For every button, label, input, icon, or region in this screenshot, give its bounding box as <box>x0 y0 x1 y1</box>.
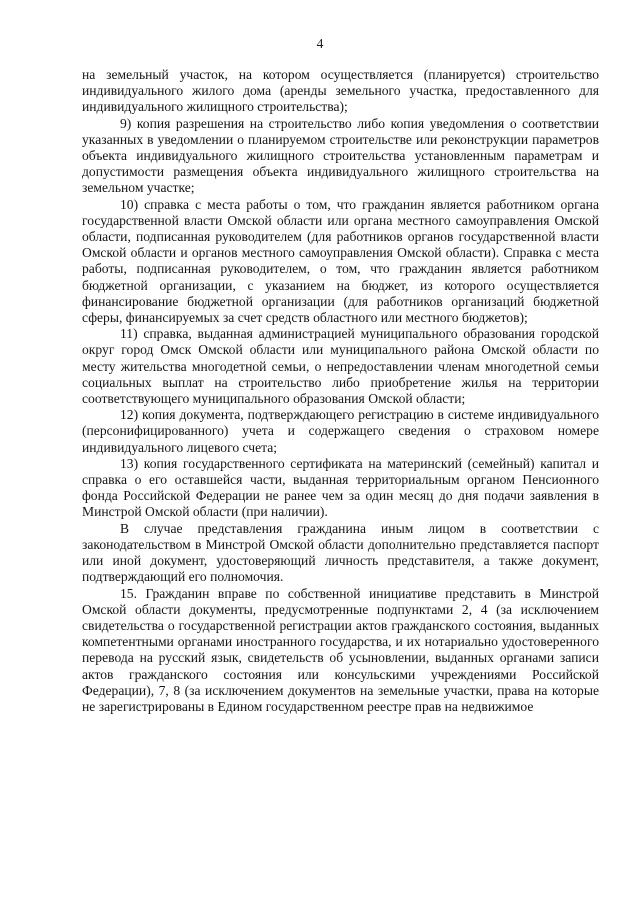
paragraph-item-13: 13) копия государственного сертификата на материнский (семейный) капитал и справка о его оставшейся части, выданная территориальным органом Пенсионного фонда Российской Федерации не ранее чем за один месяц до дня подачи заявления в Минстрой Омской области (при наличии). <box>82 455 599 520</box>
paragraph-item-10: 10) справка с места работы о том, что гражданин является работником органа государственной власти Омской области или органа местного самоуправления Омской области, подписанная руководителем (для работников органов государственной власти Омской области и органов местного самоуправления Омской области). Справка с места работы, подписанная руководителем, о том, что гражданин является работником бюджетной организации, с указанием на бюджет, из которого осуществляется финансирование бюджетной организации (для работников организаций бюджетной сферы, финансируемых за счет средств областного или местного бюджетов); <box>82 196 599 326</box>
page-number: 4 <box>316 36 324 51</box>
paragraph-representative: В случае представления гражданина иным лицом в соответствии с законодательством в Минстрой Омской области дополнительно представляется паспорт или иной документ, удостоверяющий личность представителя, а также документ, подтверждающий его полномочия. <box>82 520 599 585</box>
paragraph-item-12: 12) копия документа, подтверждающего регистрацию в системе индивидуального (персонифицированного) учета и содержащего сведения о страховом номере индивидуального лицевого счета; <box>82 407 599 455</box>
document-body <box>82 67 599 715</box>
paragraph-section-15: 15. Гражданин вправе по собственной инициативе представить в Минстрой Омской области документы, предусмотренные подпунктами 2, 4 (за исключением свидетельства о государственной регистрации актов гражданского состояния, выданных компетентными органами иностранного государства, и их нотариально удостоверенного перевода на русский язык, свидетельств об усыновлении, выданных органами записи актов гражданского состояния или консульскими учреждениями Российской Федерации), 7, 8 (за исключением документов на земельные участки, права на которые не зарегистрированы в Едином государственном реестре прав на недвижимое <box>82 585 599 714</box>
paragraph-item-9: 9) копия разрешения на строительство либо копия уведомления о соответствии указанных в уведомлении о планируемом строительстве или реконструкции параметров объекта индивидуального жилищного строительства установленным параметрам и допустимости размещения объекта индивидуального жилищного строительства на земельном участке; <box>82 115 599 196</box>
paragraph-item-11: 11) справка, выданная администрацией муниципального образования городской округ город Омск Омской области или муниципального района Омской области по месту жительства многодетной семьи, о непредоставлении членам многодетной семьи социальных выплат на строительство либо приобретение жилья на территории соответствующего муниципального образования Омской области; <box>82 326 599 407</box>
paragraph-continuation: на земельный участок, на котором осуществляется (планируется) строительство индивидуального жилого дома (аренды земельного участка, предоставленного для индивидуального жилищного строительства); <box>82 67 599 115</box>
